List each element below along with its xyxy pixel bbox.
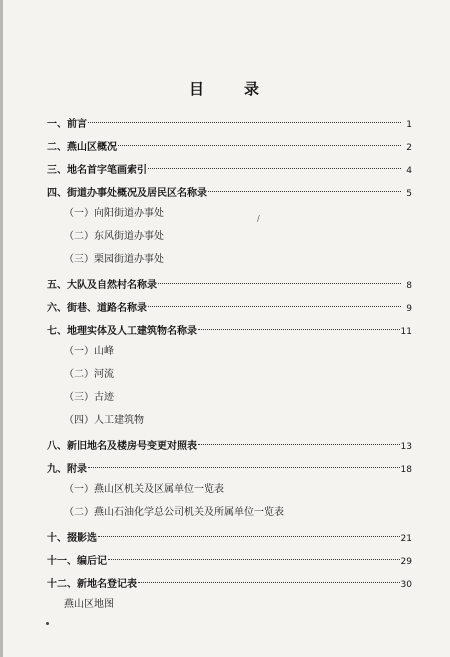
toc-entry-label: 燕山区地图 bbox=[64, 599, 114, 610]
toc-entry-district-map[interactable] bbox=[47, 595, 412, 614]
leader-dots bbox=[108, 545, 400, 560]
toc-entry-villages[interactable] bbox=[47, 273, 412, 292]
toc-page-number: 13 bbox=[400, 442, 412, 452]
toc-page-number: 9 bbox=[406, 304, 412, 314]
toc-subentry-dongfeng[interactable] bbox=[47, 227, 412, 246]
toc-entry-label: （一）山峰 bbox=[64, 346, 114, 357]
toc-page-number: 1 bbox=[406, 120, 412, 130]
toc-subentry-rivers[interactable] bbox=[47, 365, 412, 384]
toc-subentry-historic-sites[interactable] bbox=[47, 388, 412, 407]
toc-entry-name-changes[interactable] bbox=[47, 434, 412, 453]
toc-entry-label: （一）向阳街道办事处 bbox=[64, 208, 164, 219]
toc-subentry-structures[interactable] bbox=[47, 411, 412, 430]
toc-subentry-peaks[interactable] bbox=[47, 342, 412, 361]
toc-entry-preface[interactable] bbox=[47, 112, 412, 131]
toc-entry-label: 十二、新地名登记表 bbox=[47, 579, 137, 590]
toc-entry-photos[interactable] bbox=[47, 526, 412, 545]
table-of-contents bbox=[47, 112, 412, 614]
toc-entry-label: （三）古迹 bbox=[64, 392, 114, 403]
toc-subentry-xiangyang[interactable] bbox=[47, 204, 412, 223]
leader-dots bbox=[208, 177, 401, 192]
toc-entry-label: 四、街道办事处概况及居民区名称录 bbox=[47, 188, 207, 199]
toc-entry-label: 三、地名首字笔画索引 bbox=[47, 165, 147, 176]
toc-page-number: 2 bbox=[406, 143, 412, 153]
toc-page-number: 4 bbox=[406, 166, 412, 176]
leader-dots bbox=[158, 269, 401, 284]
leader-dots bbox=[118, 131, 401, 146]
toc-subentry-district-units[interactable] bbox=[47, 480, 412, 499]
toc-entry-label: 十一、编后记 bbox=[47, 556, 107, 567]
toc-page-number: 21 bbox=[400, 534, 412, 544]
leader-dots bbox=[88, 108, 401, 123]
toc-entry-label: 一、前言 bbox=[47, 119, 87, 130]
toc-page-number: 8 bbox=[406, 281, 412, 291]
toc-entry-label: （一）燕山区机关及区属单位一览表 bbox=[64, 484, 224, 495]
toc-entry-overview[interactable] bbox=[47, 135, 412, 154]
toc-entry-label: 二、燕山区概况 bbox=[47, 142, 117, 153]
leader-dots bbox=[198, 430, 400, 445]
toc-subentry-petrochemical-units[interactable] bbox=[47, 503, 412, 522]
title-char-1: 目 bbox=[188, 80, 206, 98]
leader-dots bbox=[148, 292, 401, 307]
toc-entry-label: （二）东风街道办事处 bbox=[64, 231, 164, 242]
toc-page-number: 5 bbox=[406, 189, 412, 199]
toc-entry-label: 七、地理实体及人工建筑物名称录 bbox=[47, 326, 197, 337]
toc-entry-appendix[interactable] bbox=[47, 457, 412, 476]
leader-dots bbox=[198, 315, 400, 330]
toc-entry-geographic-entities[interactable] bbox=[47, 319, 412, 338]
toc-entry-subdistricts[interactable] bbox=[47, 181, 412, 200]
toc-entry-label: 八、新旧地名及楼房号变更对照表 bbox=[47, 441, 197, 452]
toc-entry-label: （二）燕山石油化学总公司机关及所属单位一览表 bbox=[64, 507, 284, 518]
leader-dots bbox=[98, 522, 400, 537]
toc-entry-label: 五、大队及自然村名称录 bbox=[47, 280, 157, 291]
page-title bbox=[0, 78, 450, 99]
toc-entry-label: （四）人工建筑物 bbox=[64, 415, 144, 426]
toc-subentry-liyuan[interactable] bbox=[47, 250, 412, 269]
scan-speck bbox=[46, 622, 49, 625]
toc-entry-label: （二）河流 bbox=[64, 369, 114, 380]
leader-dots bbox=[148, 154, 401, 169]
toc-entry-registration-form[interactable] bbox=[47, 572, 412, 591]
toc-entry-label: （三）栗园街道办事处 bbox=[64, 254, 164, 265]
toc-page-number: 11 bbox=[400, 327, 412, 337]
title-char-2: 录 bbox=[244, 80, 262, 98]
toc-page-number: 29 bbox=[400, 557, 412, 567]
toc-entry-label: 六、街巷、道路名称录 bbox=[47, 303, 147, 314]
toc-entry-afterword[interactable] bbox=[47, 549, 412, 568]
toc-entry-streets[interactable] bbox=[47, 296, 412, 315]
toc-page-number: 30 bbox=[400, 580, 412, 590]
leader-dots bbox=[88, 453, 400, 468]
toc-entry-label: 九、附录 bbox=[47, 464, 87, 475]
toc-page-number: 18 bbox=[400, 465, 412, 475]
toc-entry-stroke-index[interactable] bbox=[47, 158, 412, 177]
toc-entry-label: 十、掇影选 bbox=[47, 533, 97, 544]
leader-dots bbox=[138, 568, 400, 583]
scan-mark: / bbox=[257, 214, 260, 223]
